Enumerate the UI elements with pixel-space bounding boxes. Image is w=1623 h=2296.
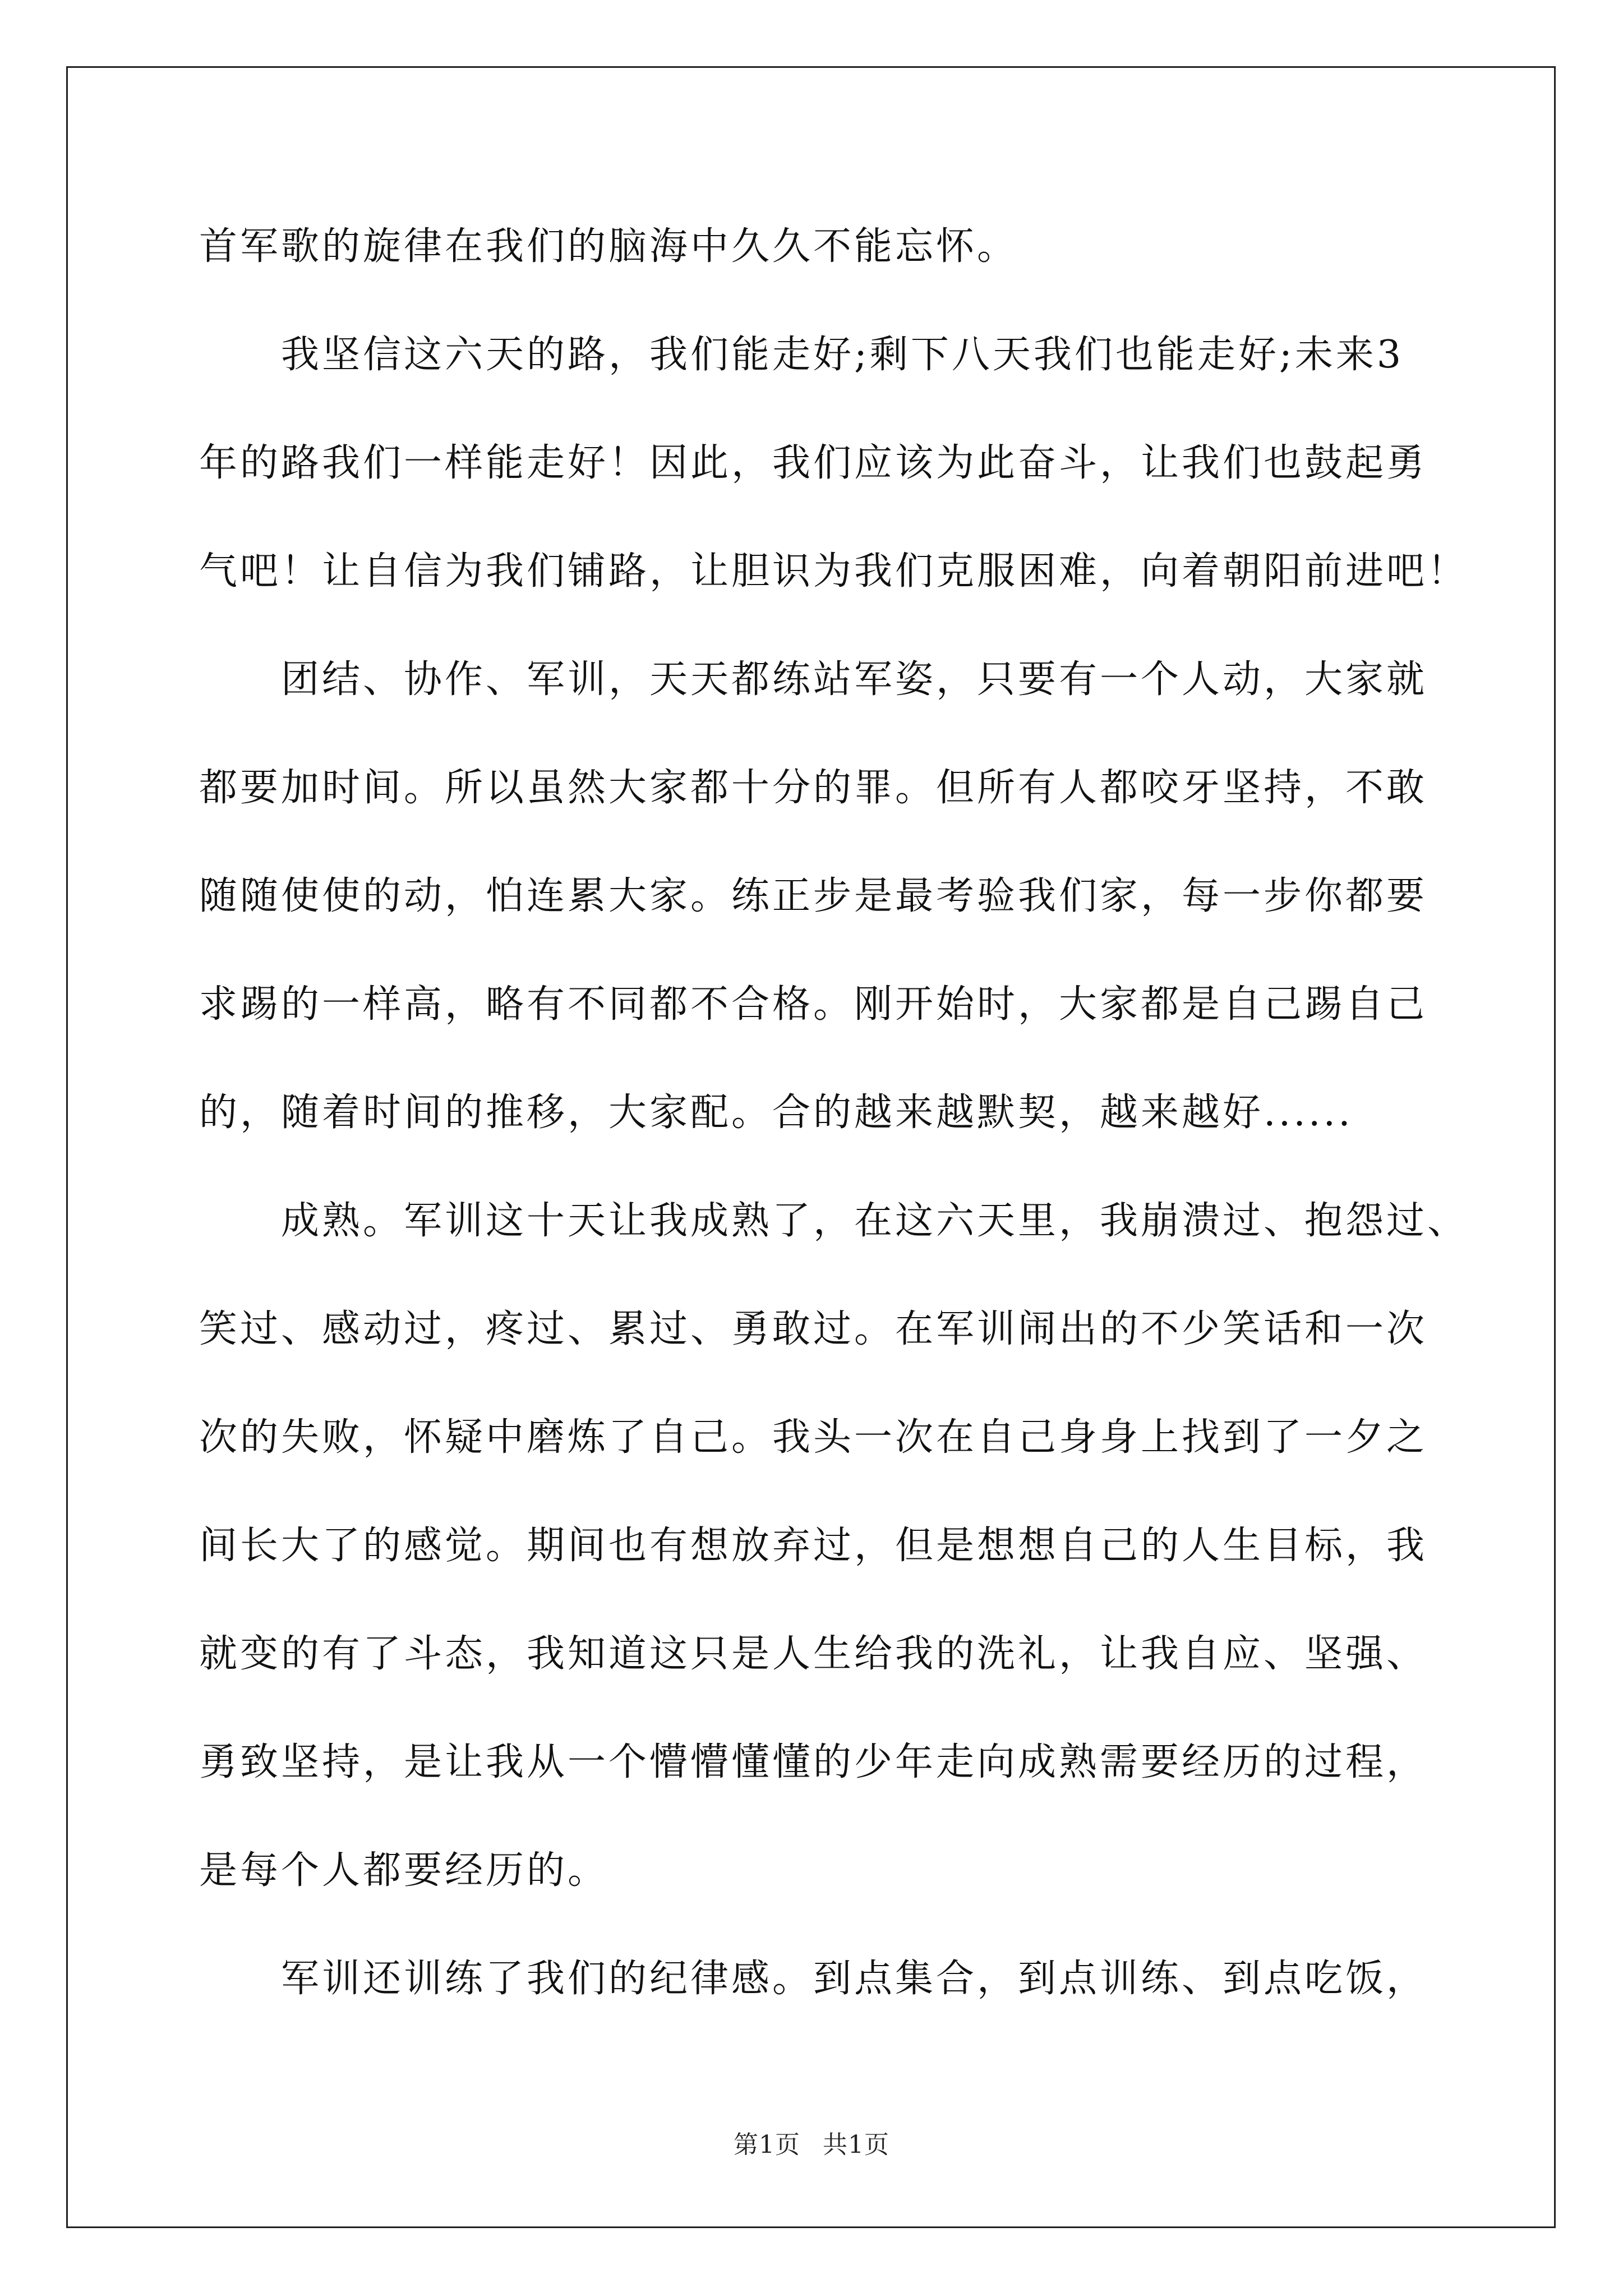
text-line: 随随使使的动，怕连累大家。练正步是最考验我们家，每一步你都要: [199, 874, 1428, 918]
page-footer: [0, 2129, 1623, 2161]
text-line: 军训还训练了我们的纪律感。到点集合，到点训练、到点吃饭，: [199, 1957, 1428, 2001]
text-line: 气吧！让自信为我们铺路，让胆识为我们克服困难，向着朝阳前进吧！: [199, 549, 1469, 593]
page-border: [66, 66, 1556, 2228]
text-line: 我坚信这六天的路，我们能走好;剩下八天我们也能走好;未来3: [199, 333, 1404, 377]
text-line: 都要加时间。所以虽然大家都十分的罪。但所有人都咬牙坚持，不敢: [199, 766, 1428, 810]
text-line: 是每个人都要经历的。: [199, 1848, 609, 1893]
text-line: 间长大了的感觉。期间也有想放弃过，但是想想自己的人生目标，我: [199, 1524, 1428, 1568]
page-number-current: 第1页: [734, 2131, 800, 2159]
text-line: 团结、协作、军训，天天都练站军姿，只要有一个人动，大家就: [199, 657, 1428, 702]
text-line: 首军歌的旋律在我们的脑海中久久不能忘怀。: [199, 224, 1018, 269]
text-line: 年的路我们一样能走好！因此，我们应该为此奋斗，让我们也鼓起勇: [199, 441, 1428, 485]
page-number-total: 共1页: [823, 2131, 889, 2159]
text-line: 求踢的一样高，略有不同都不合格。刚开始时，大家都是自己踢自己: [199, 982, 1428, 1027]
text-line: 就变的有了斗态，我知道这只是人生给我的洗礼，让我自应、坚强、: [199, 1632, 1428, 1676]
text-line: 次的失败，怀疑中磨炼了自己。我头一次在自己身身上找到了一夕之: [199, 1415, 1428, 1460]
text-line: 的，随着时间的推移，大家配。合的越来越默契，越来越好......: [199, 1091, 1353, 1135]
text-line: 笑过、感动过，疼过、累过、勇敢过。在军训闹出的不少笑话和一次: [199, 1307, 1428, 1351]
text-line: 勇致坚持，是让我从一个懵懵懂懂的少年走向成熟需要经历的过程，: [199, 1740, 1428, 1784]
text-line: 成熟。军训这十天让我成熟了，在这六天里，我崩溃过、抱怨过、: [199, 1199, 1469, 1243]
